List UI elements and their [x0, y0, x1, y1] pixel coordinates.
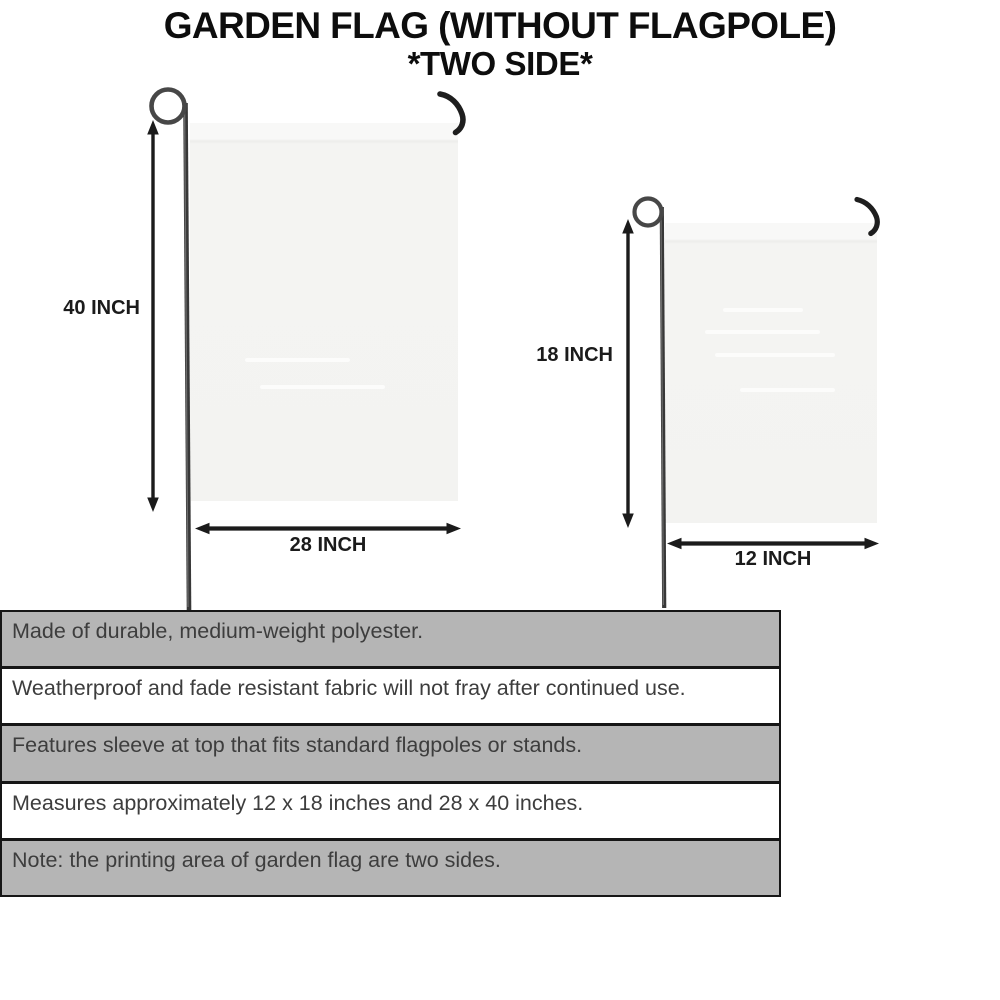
feature-row — [2, 726, 779, 783]
large-flag-width-arrow — [195, 523, 461, 535]
feature-text: Features sleeve at top that fits standard flagpoles or stands. — [12, 733, 583, 758]
small-flag-canvas — [665, 223, 877, 523]
large-flag-canvas — [190, 123, 458, 501]
flag-fold — [723, 308, 803, 312]
page-subtitle: *TWO SIDE* — [407, 45, 593, 82]
small-flag-height-label: 18 INCH — [536, 344, 613, 366]
large-flag-width-label: 28 INCH — [289, 534, 367, 556]
flag-fold — [245, 358, 350, 362]
small-flag-width-label: 12 INCH — [734, 548, 812, 570]
large-flag-pole — [152, 90, 190, 611]
feature-text: Measures approximately 12 x 18 inches and 28 x 40 inches. — [12, 790, 584, 815]
flag-fold — [705, 330, 820, 334]
feature-row — [2, 612, 779, 669]
small-flag-height-arrow — [622, 219, 634, 528]
features-table — [0, 610, 781, 897]
flag-fold — [715, 353, 835, 357]
flag-fold — [260, 385, 385, 389]
page-title: GARDEN FLAG (WITHOUT FLAGPOLE) — [163, 5, 837, 46]
feature-text: Note: the printing area of garden flag are two sides. — [12, 847, 501, 872]
flag-fold — [740, 388, 835, 392]
feature-row — [2, 841, 779, 895]
feature-row — [2, 669, 779, 726]
large-flag-height-label: 40 INCH — [63, 297, 140, 319]
pole-loop-icon — [635, 199, 662, 226]
feature-text: Weatherproof and fade resistant fabric will not fray after continued use. — [12, 676, 686, 701]
feature-text: Made of durable, medium-weight polyester. — [12, 619, 424, 643]
large-flag-height-arrow — [147, 120, 159, 512]
feature-row — [2, 784, 779, 841]
small-flag-pole — [635, 199, 665, 609]
pole-loop-icon — [152, 90, 185, 123]
